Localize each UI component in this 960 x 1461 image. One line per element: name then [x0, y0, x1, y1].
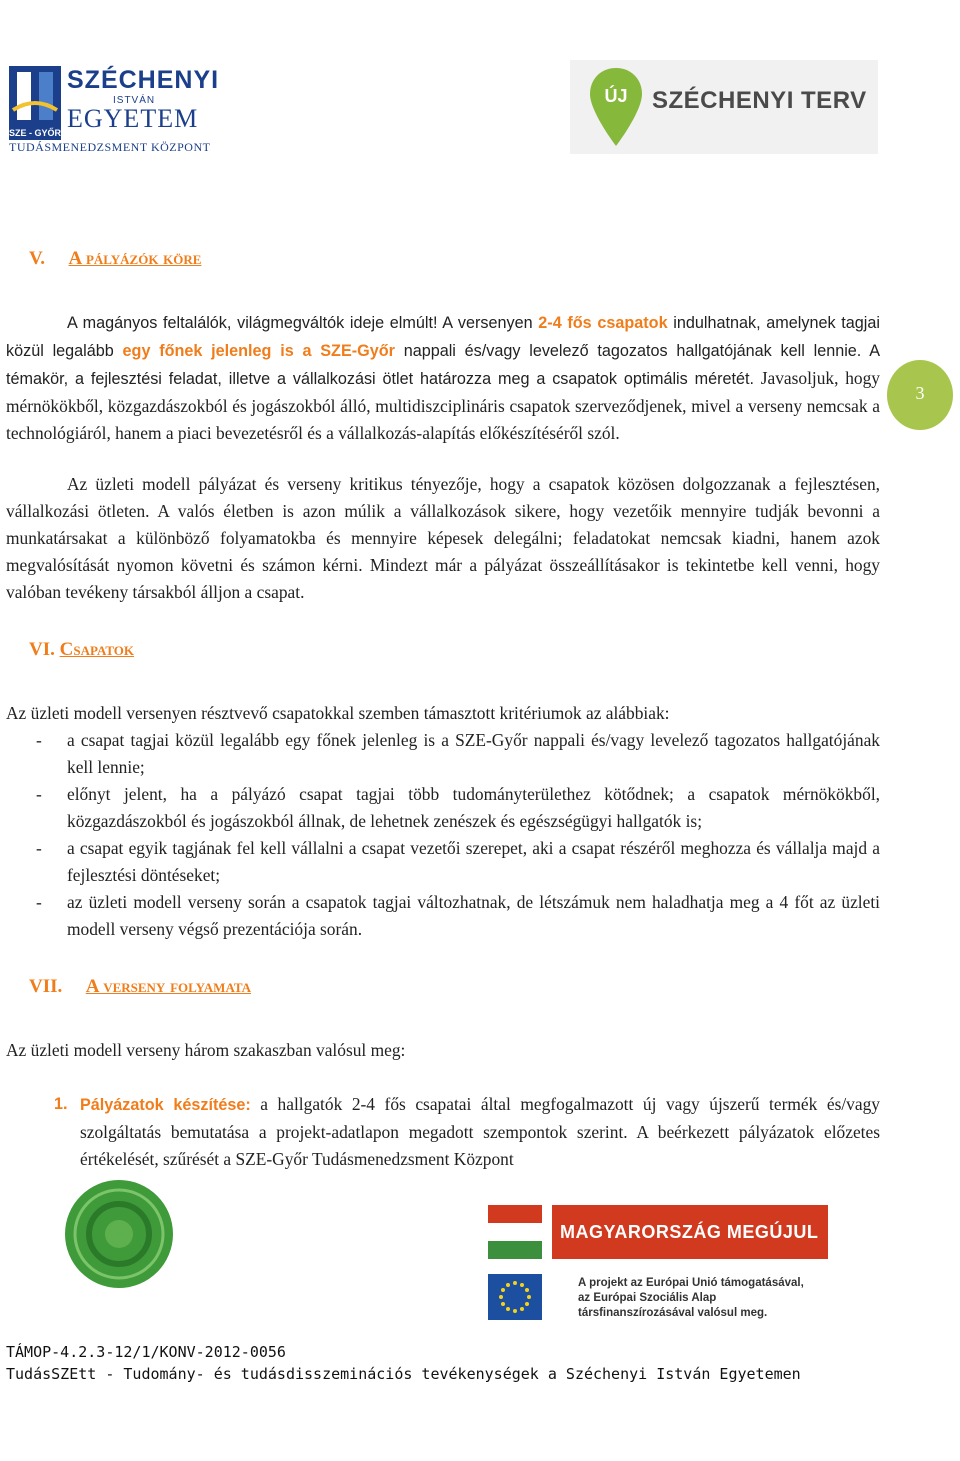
- section-7-steps: [6, 1091, 880, 1173]
- section-5-paragraph-2: Az üzleti modell pályázat és verseny kritikus tényezője, hogy a csapatok közösen dolgozzanak a fejlesztésen, vállalkozási ötleten. A valós életben is azon múlik a vállalkozások sikere, hogy vezetőik mennyire tudják bevonni a munkatársakat a különböző folyamatokba és mennyire képesek delegálni; feladatokat nemcsak kiadni, hanem azok megvalósítását nyomon követni és számon kérni. Mindezt már a pályázat összeállításakor is tekintetbe kell venni, hogy valóban tevékeny társakból álljon a csapat.: [6, 474, 880, 602]
- p1-s3: indulhatnak, amelynek tagjai közül legalább: [6, 314, 880, 360]
- p1-s1: A magányos feltalálók, világmegváltók ideje elmúlt! A versenyen: [67, 314, 539, 332]
- sze-logo-line2: ISTVÁN: [113, 95, 156, 106]
- magyarorszag-megujul-banner: [448, 1178, 842, 1342]
- section-5-heading: [29, 248, 201, 270]
- section-6-title: Csapatok: [59, 639, 135, 660]
- page-number-badge: 3: [887, 360, 953, 430]
- footer-project-code: TÁMOP-4.2.3-12/1/KONV-2012-0056: [6, 1343, 286, 1361]
- hungarian-flag-icon: [488, 1205, 542, 1259]
- pin-text: ÚJ: [604, 86, 628, 106]
- p1-s4: egy főnek jelenleg is a SZE-Győr: [122, 342, 395, 360]
- criteria-item: [6, 727, 880, 781]
- section-7-heading: [29, 976, 251, 998]
- uj-logo-text: SZÉCHENYI TERV: [652, 87, 867, 114]
- criteria-item-text: az üzleti modell verseny során a csapatok tagjai változhatnak, de létszámuk nem haladhatja meg a 4 főt az üzleti modell verseny végső prezentációja során.: [67, 892, 880, 939]
- p1-s6: Javasoljuk, hogy mérnökökből, közgazdászokból és jogászokból álló, multidiszciplináris csapatok szerveződjenek, mivel a verseny nemcsak a technológiáról, hanem a piaci bevezetésről és a vállalkozás-alapítás előkészítéséről szól.: [6, 368, 880, 443]
- p1-s5: nappali és/vagy levelező tagozatos hallgatójának kell lennie. A témakör, a fejlesztési feladat, illetve a vállalkozási ötlet határozza meg a csapatok optimális méretét.: [6, 342, 880, 388]
- section-5-paragraph-1: [6, 309, 880, 447]
- eu-flag-icon: [488, 1274, 542, 1320]
- section-5-number: V.: [29, 248, 46, 269]
- criteria-item-text: előnyt jelent, ha a pályázó csapat tagjai több tudományterülethez kötődnek; a csapatok mérnökökből, közgazdászokból és jogászokból állnak, de lehetnek zenészek és egészségügyi hallgatók is;: [67, 784, 880, 831]
- section-7-number: VII.: [29, 976, 63, 997]
- sze-logo-line4: TUDÁSMENEDZSMENT KÖZPONT: [9, 140, 211, 154]
- uj-szechenyi-terv-logo: [570, 60, 878, 154]
- section-6-number: VI.: [29, 639, 55, 660]
- section-6-intro: Az üzleti modell versenyen résztvevő csapatokkal szemben támasztott kritériumok az alábbiak:: [6, 703, 670, 723]
- eu-support-text: [578, 1276, 804, 1321]
- green-seal-icon: [62, 1177, 176, 1291]
- criteria-item-text: a csapat tagjai közül legalább egy főnek jelenleg is a SZE-Győr nappali és/vagy levelező tagozatos hallgatójának kell lennie;: [67, 730, 880, 777]
- step-1-label: Pályázatok készítése:: [80, 1096, 251, 1114]
- section-6-heading: [29, 639, 134, 661]
- step-1-text: a hallgatók 2-4 fős csapatai által megfogalmazott új vagy újszerű termék és/vagy szolgáltatás bemutatása a projekt-adatlapon megadott szempontok szerint. A beérkezett pályázatok előzetes értékelését, szűrését a SZE-Győr Tudásmenedzsment Központ: [80, 1094, 880, 1169]
- step-1-marker: 1.: [54, 1095, 68, 1113]
- dash-marker: -: [36, 838, 42, 858]
- section-7-title: A verseny folyamata: [85, 976, 251, 997]
- criteria-item: [6, 889, 880, 943]
- step-item-1: [6, 1091, 880, 1173]
- sze-logo: [5, 60, 225, 154]
- sze-logo-line1: SZÉCHENYI: [67, 66, 220, 94]
- sze-logo-badge: SZE - GYŐR: [9, 128, 62, 138]
- dash-marker: -: [36, 730, 42, 750]
- sze-emblem-icon: [9, 66, 61, 126]
- dash-marker: -: [36, 784, 42, 804]
- p1-s2: 2-4 fős csapatok: [538, 314, 668, 332]
- eu-text-line-3: társfinanszírozásával valósul meg.: [578, 1307, 768, 1319]
- section-5-title: A pályázók köre: [68, 248, 202, 269]
- section-7-intro: Az üzleti modell verseny három szakaszban valósul meg:: [6, 1040, 406, 1060]
- map-pin-icon: [588, 66, 644, 148]
- sze-logo-line3: EGYETEM: [67, 104, 199, 133]
- criteria-item-text: a csapat egyik tagjának fel kell vállalni a csapat vezetői szerepet, aki a csapat részéről meghozza és vállalja majd a fejlesztési döntéseket;: [67, 838, 880, 885]
- dash-marker: -: [36, 892, 42, 912]
- eu-text-line-2: az Európai Szociális Alap: [578, 1292, 717, 1304]
- banner-title: MAGYARORSZÁG MEGÚJUL: [552, 1205, 828, 1259]
- footer-project-title: TudásSZEtt - Tudomány- és tudásdisszeminációs tevékenységek a Széchenyi István Egyetemen: [6, 1365, 801, 1383]
- eu-text-line-1: A projekt az Európai Unió támogatásával,: [578, 1277, 804, 1289]
- criteria-item: [6, 835, 880, 889]
- criteria-item: [6, 781, 880, 835]
- section-6-list: [6, 727, 880, 943]
